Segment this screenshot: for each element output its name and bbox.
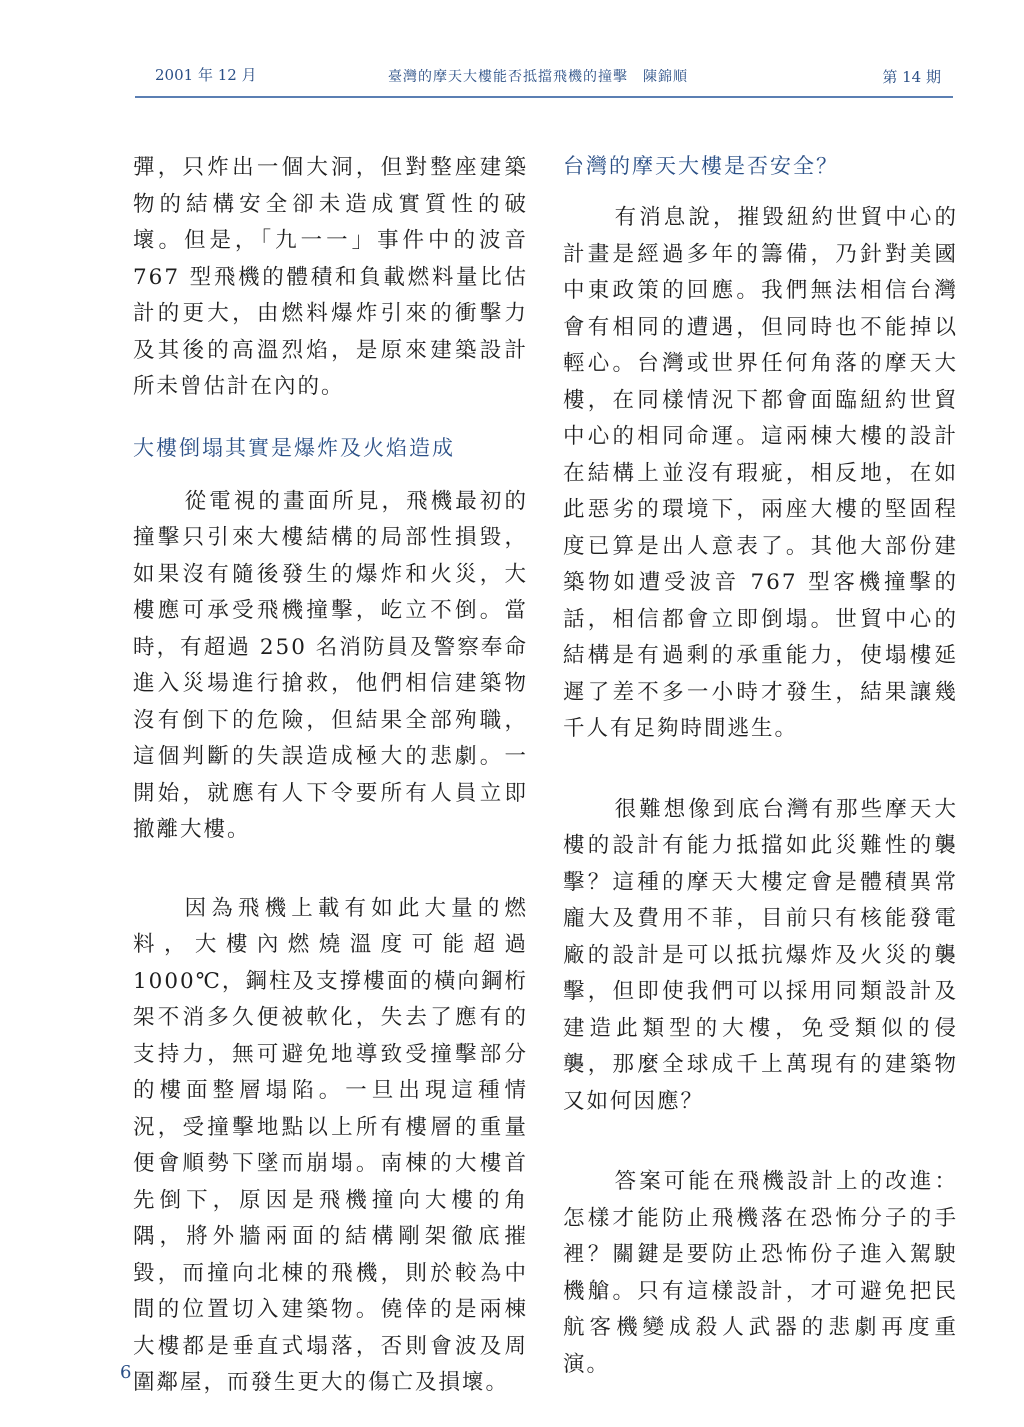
right-section-heading: 台灣的摩天大樓是否安全？ — [563, 154, 839, 178]
right-column — [563, 150, 958, 1383]
header-rule — [135, 96, 953, 98]
right-paragraph-2: 很難想像到底台灣有那些摩天大樓的設計有能力抵擋如此災難性的襲擊？這種的摩天大樓定會是體積異常龐大及費用不菲，目前只有核能發電廠的設計是可以抵抗爆炸及火災的襲擊，但即使我們可以採用同類設計及建造此類型的大樓，免受類似的侵襲，那麼全球成千上萬現有的建築物又如何因應？ — [563, 796, 958, 1114]
left-paragraph-3: 因為飛機上載有如此大量的燃料，大樓內燃燒溫度可能超過 1000℃，鋼柱及支撐樓面的橫向鋼桁架不消多久便被軟化，失去了應有的支持力，無可避免地導致受撞擊部分的樓面整層塌陷。一旦出現這種情況，受撞擊地點以上所有樓層的重量便會順勢下墜而崩塌。南棟的大樓首先倒下，原因是飛機撞向大樓的角隅，將外牆兩面的結構剛架徹底摧毀，而撞向北棟的飛機，則於較為中間的位置切入建築物。僥倖的是兩棟大樓都是垂直式塌落，否則會波及周圍鄰屋，而發生更大的傷亡及損壞。 — [133, 895, 528, 1395]
left-paragraph-2: 從電視的畫面所見，飛機最初的撞擊只引來大樓結構的局部性損毀，如果沒有隨後發生的爆炸和火災，大樓應可承受飛機撞擊，屹立不倒。當時，有超過 250 名消防員及警察奉命進入災場進行搶救，他們相信建築物沒有倒下的危險，但結果全部殉職，這個判斷的失誤造成極大的悲劇。一開始，就應有人下令要所有人員立即撤離大樓。 — [133, 488, 528, 842]
left-column — [133, 150, 528, 1402]
right-paragraph-1: 有消息說，摧毀紐約世貿中心的計畫是經過多年的籌備，乃針對美國中東政策的回應。我們無法相信台灣會有相同的遭遇，但同時也不能掉以輕心。台灣或世界任何角落的摩天大樓，在同樣情況下都會面臨紐約世貿中心的相同命運。這兩棟大樓的設計在結構上並沒有瑕疵，相反地，在如此惡劣的環境下，兩座大樓的堅固程度已算是出人意表了。其他大部份建築物如遭受波音 767 型客機撞擊的話，相信都會立即倒塌。世貿中心的結構是有過剩的承重能力，使塌樓延遲了差不多一小時才發生，結果讓幾千人有足夠時間逃生。 — [563, 205, 958, 741]
running-header — [135, 64, 953, 94]
right-paragraph-3: 答案可能在飛機設計上的改進：怎樣才能防止飛機落在恐怖分子的手裡？關鍵是要防止恐怖份子進入駕駛機艙。只有這樣設計，才可避免把民航客機變成殺人武器的悲劇再度重演。 — [563, 1169, 958, 1377]
header-issue: 第 14 期 — [882, 68, 941, 86]
header-date: 2001 年 12 月 — [155, 66, 257, 84]
left-paragraph-1: 彈，只炸出一個大洞，但對整座建築物的結構安全卻未造成實質性的破壞。但是，「九一一」事件中的波音 767 型飛機的體積和負載燃料量比估計的更大，由燃料爆炸引來的衝擊力及其後的高溫烈焰，是原來建築設計所未曾估計在內的。 — [133, 155, 528, 399]
left-section-heading: 大樓倒塌其實是爆炸及火焰造成 — [133, 435, 455, 460]
page-number: 6 — [120, 1362, 132, 1383]
header-title: 臺灣的摩天大樓能否抵擋飛機的撞擊 陳錦順 — [388, 69, 688, 85]
